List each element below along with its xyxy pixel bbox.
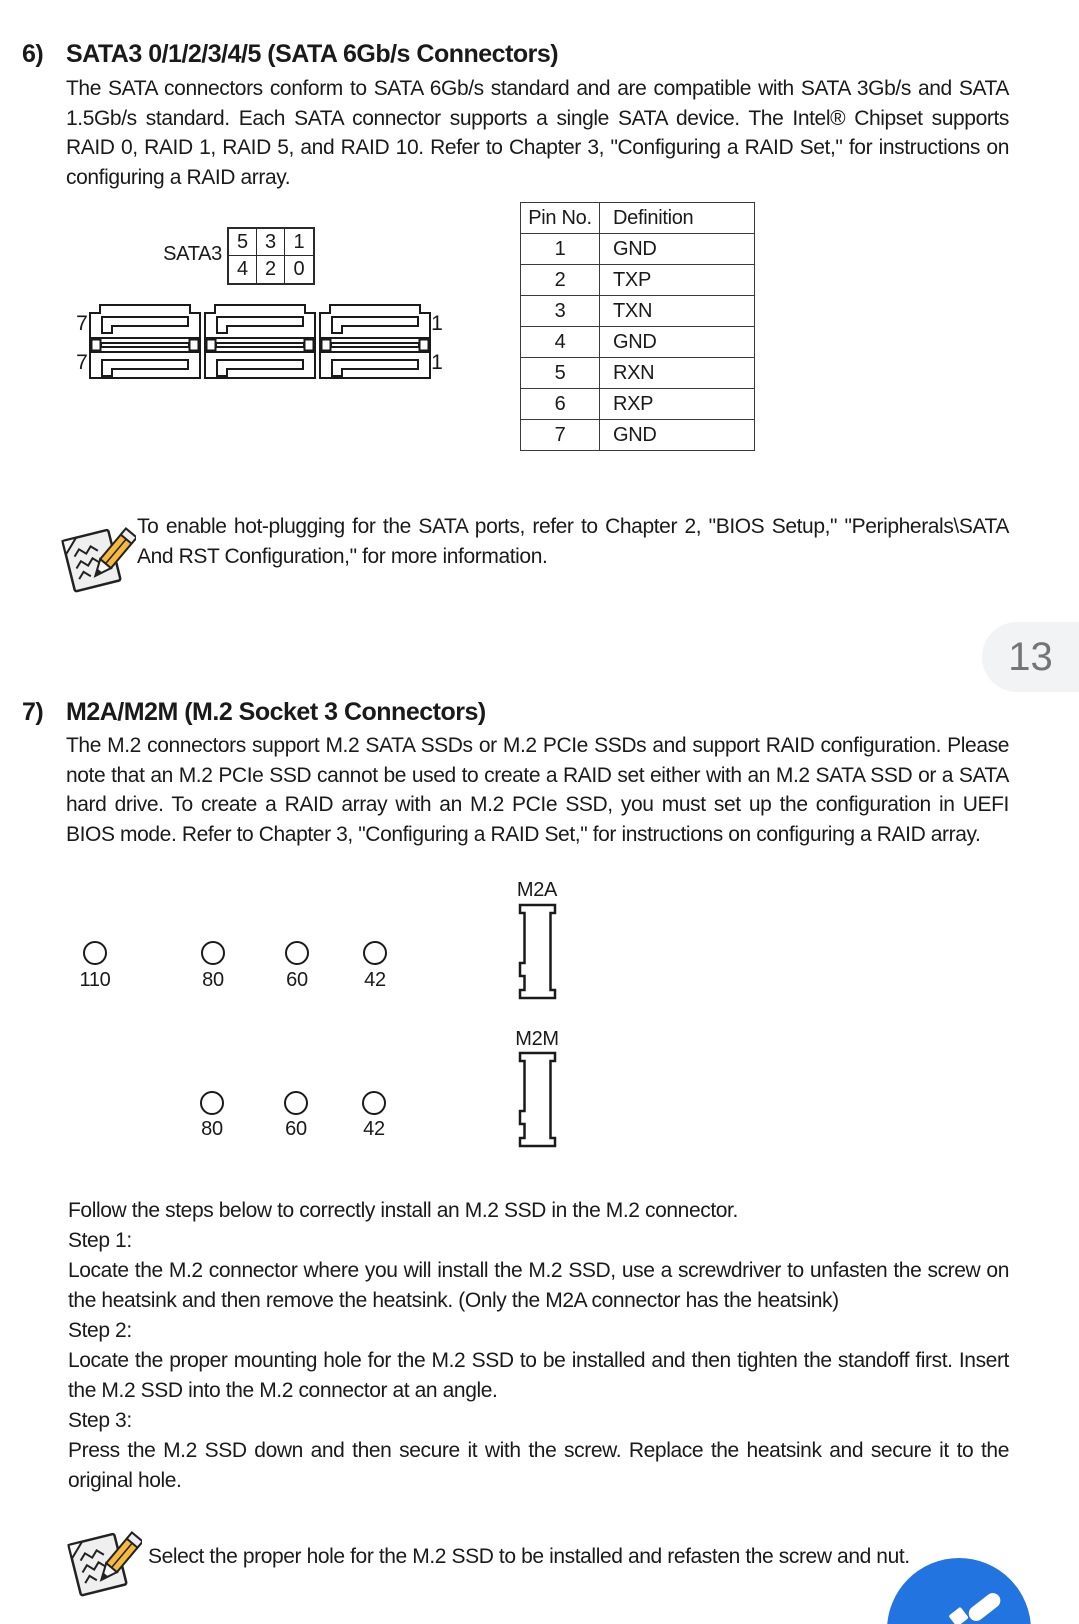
pin-definition: GND <box>600 327 755 358</box>
pin-number: 7 <box>521 420 600 451</box>
sata-pin7-label-top: 7 <box>76 312 88 335</box>
mounting-hole-label: 42 <box>364 969 386 991</box>
pin-definition: GND <box>600 234 755 265</box>
mounting-hole-label: 60 <box>285 1118 307 1140</box>
mounting-hole-marker <box>83 941 107 965</box>
edit-fab-button[interactable] <box>887 1558 1031 1624</box>
sata-pin1-label-top: 1 <box>431 312 443 335</box>
install-step-line: Step 2: <box>68 1319 132 1342</box>
m2-note-text: Select the proper hole for the M.2 SSD to be installed and refasten the screw and nut. <box>148 1545 910 1568</box>
section6-title: SATA3 0/1/2/3/4/5 (SATA 6Gb/s Connectors) <box>66 40 559 68</box>
m2a-label: M2A <box>516 879 558 901</box>
pin-definition: TXN <box>600 296 755 327</box>
m2m-label: M2M <box>515 1028 559 1050</box>
pin-table-row <box>521 327 755 358</box>
pin-table-row <box>521 296 755 327</box>
sata-grid-cell: 5 <box>229 229 257 256</box>
sata-pin1-label-bottom: 1 <box>431 351 443 374</box>
install-step-line: Locate the M.2 connector where you will install the M.2 SSD, use a screwdriver to unfasten the screw on the heatsink and then remove the heatsink. (Only the M2A connector has the heatsink) <box>68 1259 1009 1312</box>
pin-definition: RXP <box>600 389 755 420</box>
sata-connector-diagram <box>70 290 445 385</box>
sata-grid-cell: 3 <box>257 229 285 256</box>
note-pencil-icon <box>62 1524 142 1598</box>
section6-number: 6) <box>22 40 44 68</box>
pin-table <box>520 202 755 451</box>
install-steps <box>68 1196 1009 1496</box>
pin-number: 1 <box>521 234 600 265</box>
sata-port-drawing <box>320 305 430 378</box>
mounting-hole-marker <box>362 1091 386 1115</box>
sata-grid-cell: 1 <box>285 229 313 256</box>
mounting-hole-label: 80 <box>201 1118 223 1140</box>
sata3-pin-grid <box>227 227 315 285</box>
sata-port-drawing <box>90 305 200 378</box>
pin-number: 5 <box>521 358 600 389</box>
sata-grid-cell: 2 <box>257 256 285 283</box>
sata-grid-cell: 0 <box>293 258 305 280</box>
install-step-line: Follow the steps below to correctly install an M.2 SSD in the M.2 connector. <box>68 1199 738 1222</box>
page-number-badge <box>982 622 1079 692</box>
pin-table-row <box>521 234 755 265</box>
section7-title: M2A/M2M (M.2 Socket 3 Connectors) <box>66 698 486 726</box>
m2a-connector-diagram <box>515 903 560 1003</box>
mounting-hole-label: 60 <box>286 969 308 991</box>
pin-table-row <box>521 265 755 296</box>
install-step-line: Press the M.2 SSD down and then secure it with the screw. Replace the heatsink and secure it to the original hole. <box>68 1439 1009 1492</box>
pin-definition: TXP <box>600 265 755 296</box>
mounting-hole-label: 42 <box>363 1118 385 1140</box>
install-step-line: Locate the proper mounting hole for the M.2 SSD to be installed and then tighten the standoff first. Insert the M.2 SSD into the M.2 connector at an angle. <box>68 1349 1009 1402</box>
pin-number: 6 <box>521 389 600 420</box>
pin-table-header-definition: Definition <box>600 203 755 234</box>
pin-table-header-pin: Pin No. <box>521 203 600 234</box>
mounting-hole-label: 80 <box>202 969 224 991</box>
pin-number: 2 <box>521 265 600 296</box>
pencil-icon <box>887 1558 1031 1624</box>
section6-body: The SATA connectors conform to SATA 6Gb/s standard and are compatible with SATA 3Gb/s and SATA 1.5Gb/s standard. Each SATA connector supports a single SATA device. The Intel® Chipset supports RAID 0, RAID 1, RAID 5, and RAID 10. Refer to Chapter 3, "Configuring a RAID Set," for instructions on configuring a RAID array. <box>66 77 1009 189</box>
mounting-hole-marker <box>363 941 387 965</box>
pin-definition: RXN <box>600 358 755 389</box>
pin-table-row <box>521 358 755 389</box>
mounting-hole-marker <box>284 1091 308 1115</box>
section7-body: The M.2 connectors support M.2 SATA SSDs or M.2 PCIe SSDs and support RAID configuration. Please note that an M.2 PCIe SSD cannot be used to create a RAID set either with an M.2 SATA SSD or a SATA hard drive. To create a RAID array with an M.2 PCIe SSD, you must set up the configuration in UEFI BIOS mode. Refer to Chapter 3, "Configuring a RAID Set," for instructions on configuring a RAID array. <box>66 734 1009 846</box>
pin-table-row <box>521 420 755 451</box>
sata-grid-cell: 4 <box>229 256 257 283</box>
pin-number: 4 <box>521 327 600 358</box>
sata-port-drawing <box>205 305 315 378</box>
mounting-hole-marker <box>285 941 309 965</box>
page-number: 13 <box>1008 634 1053 679</box>
m2m-connector-diagram <box>515 1051 560 1151</box>
note-pencil-icon <box>56 520 136 594</box>
pin-definition: GND <box>600 420 755 451</box>
mounting-hole-marker <box>201 941 225 965</box>
sata-note-text: To enable hot-plugging for the SATA ports, refer to Chapter 2, "BIOS Setup," "Peripherals\SATA And RST Configuration," for more information. <box>137 515 1009 568</box>
pin-table-row <box>521 389 755 420</box>
install-step-line: Step 1: <box>68 1229 132 1252</box>
section7-number: 7) <box>22 698 44 726</box>
mounting-hole-marker <box>200 1091 224 1115</box>
install-step-line: Step 3: <box>68 1409 132 1432</box>
mounting-hole-label: 110 <box>79 969 111 991</box>
pin-number: 3 <box>521 296 600 327</box>
sata-pin7-label-bottom: 7 <box>76 351 88 374</box>
sata3-grid-label: SATA3 <box>163 243 222 265</box>
